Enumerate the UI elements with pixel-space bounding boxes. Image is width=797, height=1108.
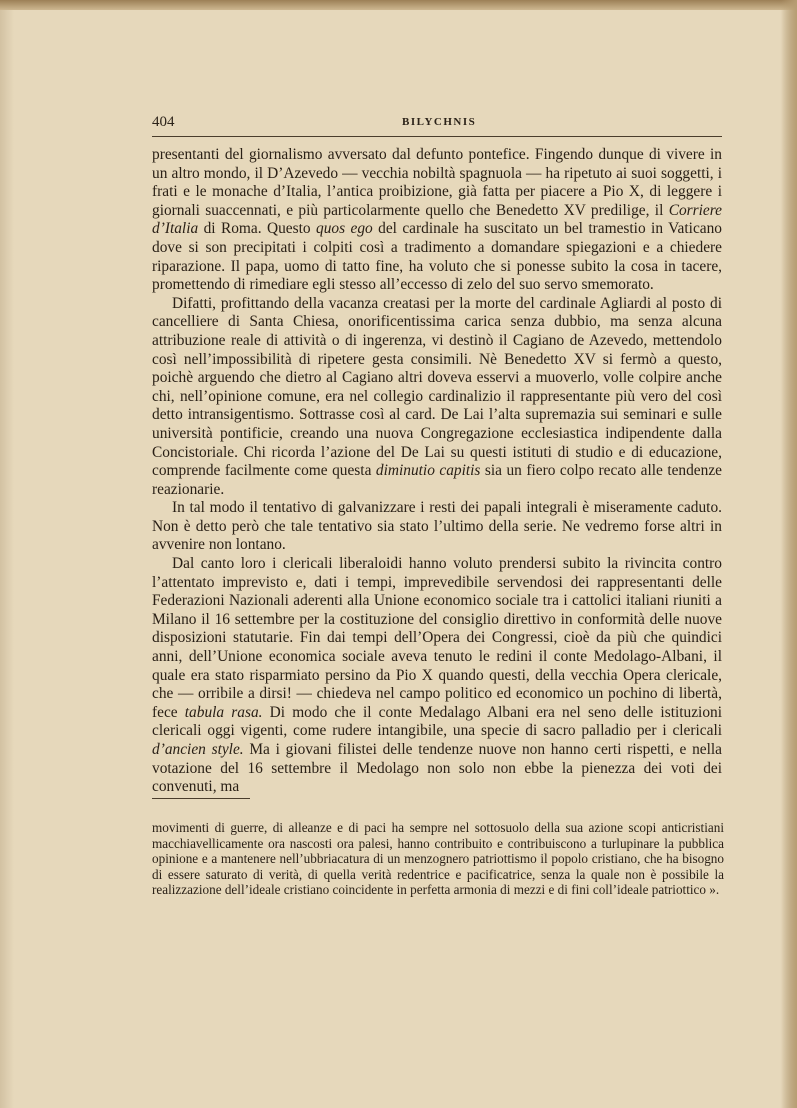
- page-top-edge: [0, 0, 797, 10]
- paragraph-text: del cardinale ha suscitato un bel tramestio in Vaticano dove si son precipitati i colpiti così a tradimento a domandare spiegazioni e a chiedere riparazione. Il papa, uomo di tatto fine, ha voluto che si ponesse subito la cosa in tacere, promettendo di rimediare egli stesso all’eccesso di zelo del suo servo smemorato.: [152, 220, 722, 294]
- italic-phrase: tabula rasa.: [184, 703, 263, 721]
- paragraph-text: Ma i giovani filistei delle tendenze nuove non hanno certi rispetti, e nella votazione del 16 settembre il Medolago non solo non ebbe la pienezza dei voti dei convenuti, ma: [152, 741, 722, 796]
- italic-phrase: diminutio capitis: [375, 462, 481, 480]
- paragraph-text: di Roma. Questo: [198, 220, 316, 238]
- page-number: 404: [152, 114, 175, 130]
- paragraph-4: [152, 555, 722, 797]
- italic-phrase: d’ancien style.: [152, 741, 244, 758]
- footnote: [152, 820, 724, 898]
- paragraph-text: presentanti del giornalismo avversato dal defunto pontefice. Fingendo dunque di vivere in un altro mondo, il D’Azevedo — vecchia nobiltà spagnuola — ha ripetuto ai suoi soggetti, i frati e le monache d’Italia, l’antica proibizione, già fatta per piacere a Pio X, di leggere i giornali suaccennati, e più particolarmente quello che Benedetto XV predilige, il: [152, 146, 722, 219]
- page-header: [152, 114, 722, 136]
- paragraph-text: Difatti, profittando della vacanza creatasi per la morte del cardinale Agliardi al posto di cancelliere di Santa Chiesa, onorificentissima carica senza dubbio, ma senza alcuna attribuzione reale di attività o di ingerenza, vi destinò il Cagiano de Azevedo, mettendolo così nell’impossibilità di ripetere gesta consimili. Nè Benedetto XV si fermò a questo, poichè arguendo che dietro al Cagiano altri doveva esservi a muoverlo, volle colpire anche chi, nell’opinione comune, era nel collegio cardinalizio il rappresentante più vero del così detto intransigentismo. Sottrasse così al card. De Lai l’alta supremazia sui seminari e sulle università pontificie, creando una nuova Congregazione ecclesiastica indipendente dalla Concistoriale. Chi ricorda l’azione del De Lai su questi istituti di studio e di educazione, comprende facilmente come questa: [152, 294, 722, 480]
- page-right-edge: [781, 0, 797, 1108]
- italic-phrase: quos ego: [316, 220, 373, 238]
- running-head: BILYCHNIS: [402, 116, 477, 128]
- paragraph-text: sia un fiero colpo recato alle tendenze reazionarie.: [152, 462, 722, 498]
- footnote-text: movimenti di guerre, di alleanze e di paci ha sempre nel sottosuolo della sua azione scopi anticristiani macchiavellicamente ora nascosti ora palesi, hanno contribuito e contribuiscono a turlupinare la pubblica opinione e a mantenere nell’ubbriacatura di un menzognero patriottismo il popolo cristiano, che ha bisogno di essere saturato di verità, di quella verità redentrice e pacificatrice, senza la quale non è possibile la realizzazione dell’ideale cristiano coincidente in perfetta armonia di mezzi e di fini coll’ideale patriottico ».: [152, 820, 724, 897]
- paragraph-text: Dal canto loro i clericali liberaloidi hanno voluto prendersi subito la rivincita contro l’attentato imprevisto e, dati i tempi, imprevedibile servendosi dei rappresentanti delle Federazioni Nazionali aderenti alla Unione economico sociale tra i cattolici italiani riuniti a Milano il 16 settembre per la costituzione del consiglio direttivo in conformità delle nuove disposizioni statutarie. Fin dai tempi dell’Opera dei Congressi, cioè da più che quindici anni, dell’Unione economica sociale aveva tenuto le redini il conte Medolago-Albani, il quale era stato risparmiato persino da Pio X quando questi, della vecchia Opera clericale, che — orribile a dirsi! — chiedeva nel campo politico ed economico un pochino di libertà, fece: [152, 555, 722, 721]
- footnote-rule: [152, 798, 250, 799]
- header-rule: [152, 136, 722, 137]
- paragraph-1: [152, 146, 722, 295]
- main-text: [152, 146, 722, 797]
- paragraph-3: In tal modo il tentativo di galvanizzare i resti dei papali integrali è miseramente caduto. Non è detto però che tale tentativo sia stato l’ultimo della serie. Ne vedremo forse altri in avvenire non lontano.: [152, 499, 722, 554]
- paragraph-text: Di modo che il conte Medalago Albani era nel seno delle istituzioni clericali oggi vigenti, come rudere intangibile, una specie di sacro palladio per i clericali: [152, 703, 722, 740]
- paragraph-2: [152, 295, 722, 500]
- italic-title: Corriere d’Italia: [152, 201, 722, 238]
